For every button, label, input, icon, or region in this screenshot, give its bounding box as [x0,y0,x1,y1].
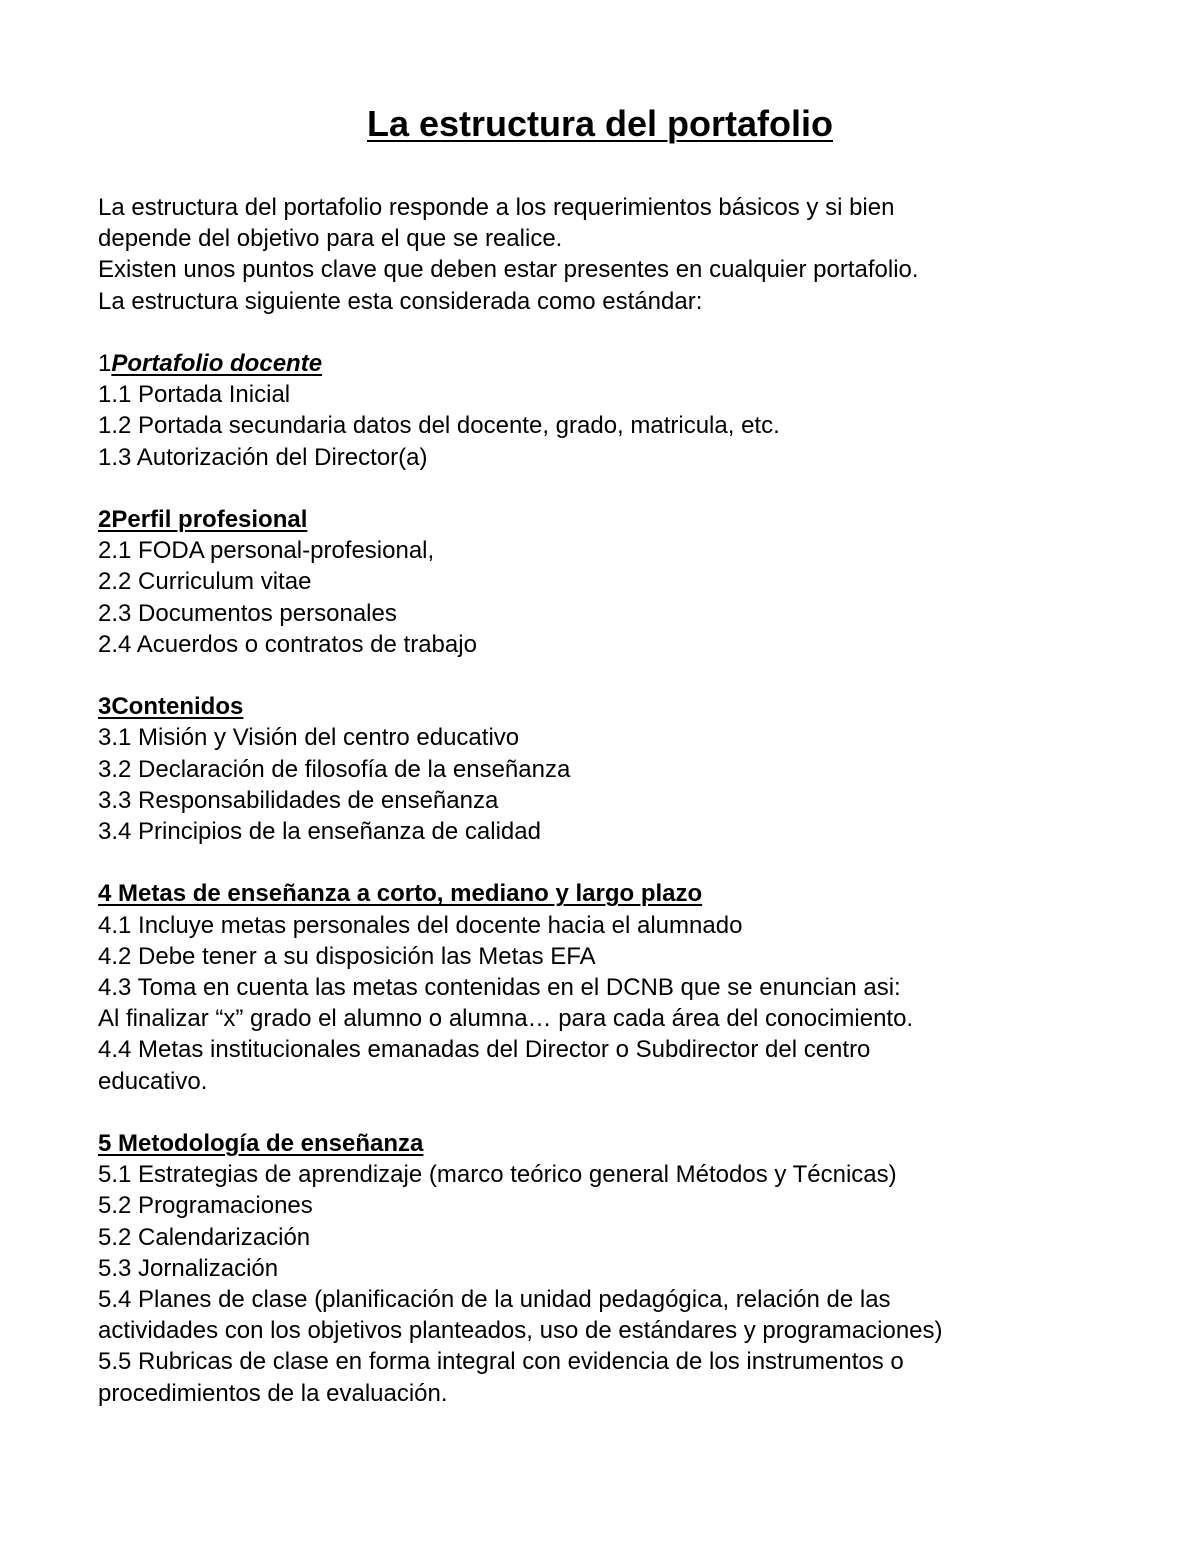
intro-line: depende del objetivo para el que se realice. [98,225,563,253]
list-item: 4.3 Toma en cuenta las metas contenidas en el DCNB que se enuncian asi: [98,974,901,1002]
list-item: 3.3 Responsabilidades de enseñanza [98,786,499,814]
intro-line: Existen unos puntos clave que deben estar presentes en cualquier portafolio. [98,256,919,284]
intro-line: La estructura siguiente esta considerada como estándar: [98,287,703,315]
list-item: 5.2 Calendarización [98,1223,311,1251]
list-item: 1.1 Portada Inicial [98,381,291,409]
spacer [98,660,1108,691]
spacer [98,317,1108,348]
section-heading-text: 4 Metas de enseñanza a corto, mediano y largo plazo [98,880,703,908]
list-item: 1.3 Autorización del Director(a) [98,443,428,471]
list-item: 2.1 FODA personal-profesional, [98,537,435,565]
list-item: educativo. [98,1067,208,1095]
list-item: 5.5 Rubricas de clase en forma integral con evidencia de los instrumentos o [98,1348,904,1376]
section-heading-4 [98,878,1108,909]
section-heading-3 [98,691,1108,722]
section-heading-text: Portafolio docente [111,350,323,377]
list-item: 3.2 Declaración de filosofía de la enseñanza [98,755,571,783]
list-item: 1.2 Portada secundaria datos del docente, grado, matricula, etc. [98,412,780,440]
section-heading-1 [98,348,1108,379]
list-item: procedimientos de la evaluación. [98,1379,448,1407]
section-heading-2 [98,504,1108,535]
list-item: 5.1 Estrategias de aprendizaje (marco teórico general Métodos y Técnicas) [98,1161,897,1189]
list-item: Al finalizar “x” grado el alumno o alumna… para cada área del conocimiento. [98,1005,914,1033]
section-number: 1 [98,350,112,377]
list-item: 5.2 Programaciones [98,1192,313,1220]
list-item: 3.4 Principios de la enseñanza de calidad [98,818,541,846]
spacer [98,847,1108,878]
intro-line: La estructura del portafolio responde a los requerimientos básicos y si bien [98,194,895,221]
list-item: 2.3 Documentos personales [98,599,397,627]
list-item: actividades con los objetivos planteados, uso de estándares y programaciones) [98,1317,943,1345]
list-item: 3.1 Misión y Visión del centro educativo [98,724,520,752]
list-item: 4.1 Incluye metas personales del docente hacia el alumnado [98,911,743,939]
list-item: 5.4 Planes de clase (planificación de la unidad pedagógica, relación de las [98,1286,891,1314]
list-item: 2.4 Acuerdos o contratos de trabajo [98,630,477,658]
list-item: 4.2 Debe tener a su disposición las Metas EFA [98,942,596,970]
spacer [98,473,1108,504]
section-heading-text: 5 Metodología de enseñanza [98,1130,424,1158]
spacer [98,1097,1108,1128]
document-body [98,192,1108,1409]
section-heading-text: 2Perfil profesional [98,506,308,533]
document-title: La estructura del portafolio [366,103,834,144]
section-heading-5 [98,1128,1108,1159]
list-item: 4.4 Metas institucionales emanadas del Director o Subdirector del centro [98,1036,871,1064]
list-item: 5.3 Jornalización [98,1254,279,1282]
section-heading-text: 3Contenidos [98,693,244,721]
list-item: 2.2 Curriculum vitae [98,568,312,596]
